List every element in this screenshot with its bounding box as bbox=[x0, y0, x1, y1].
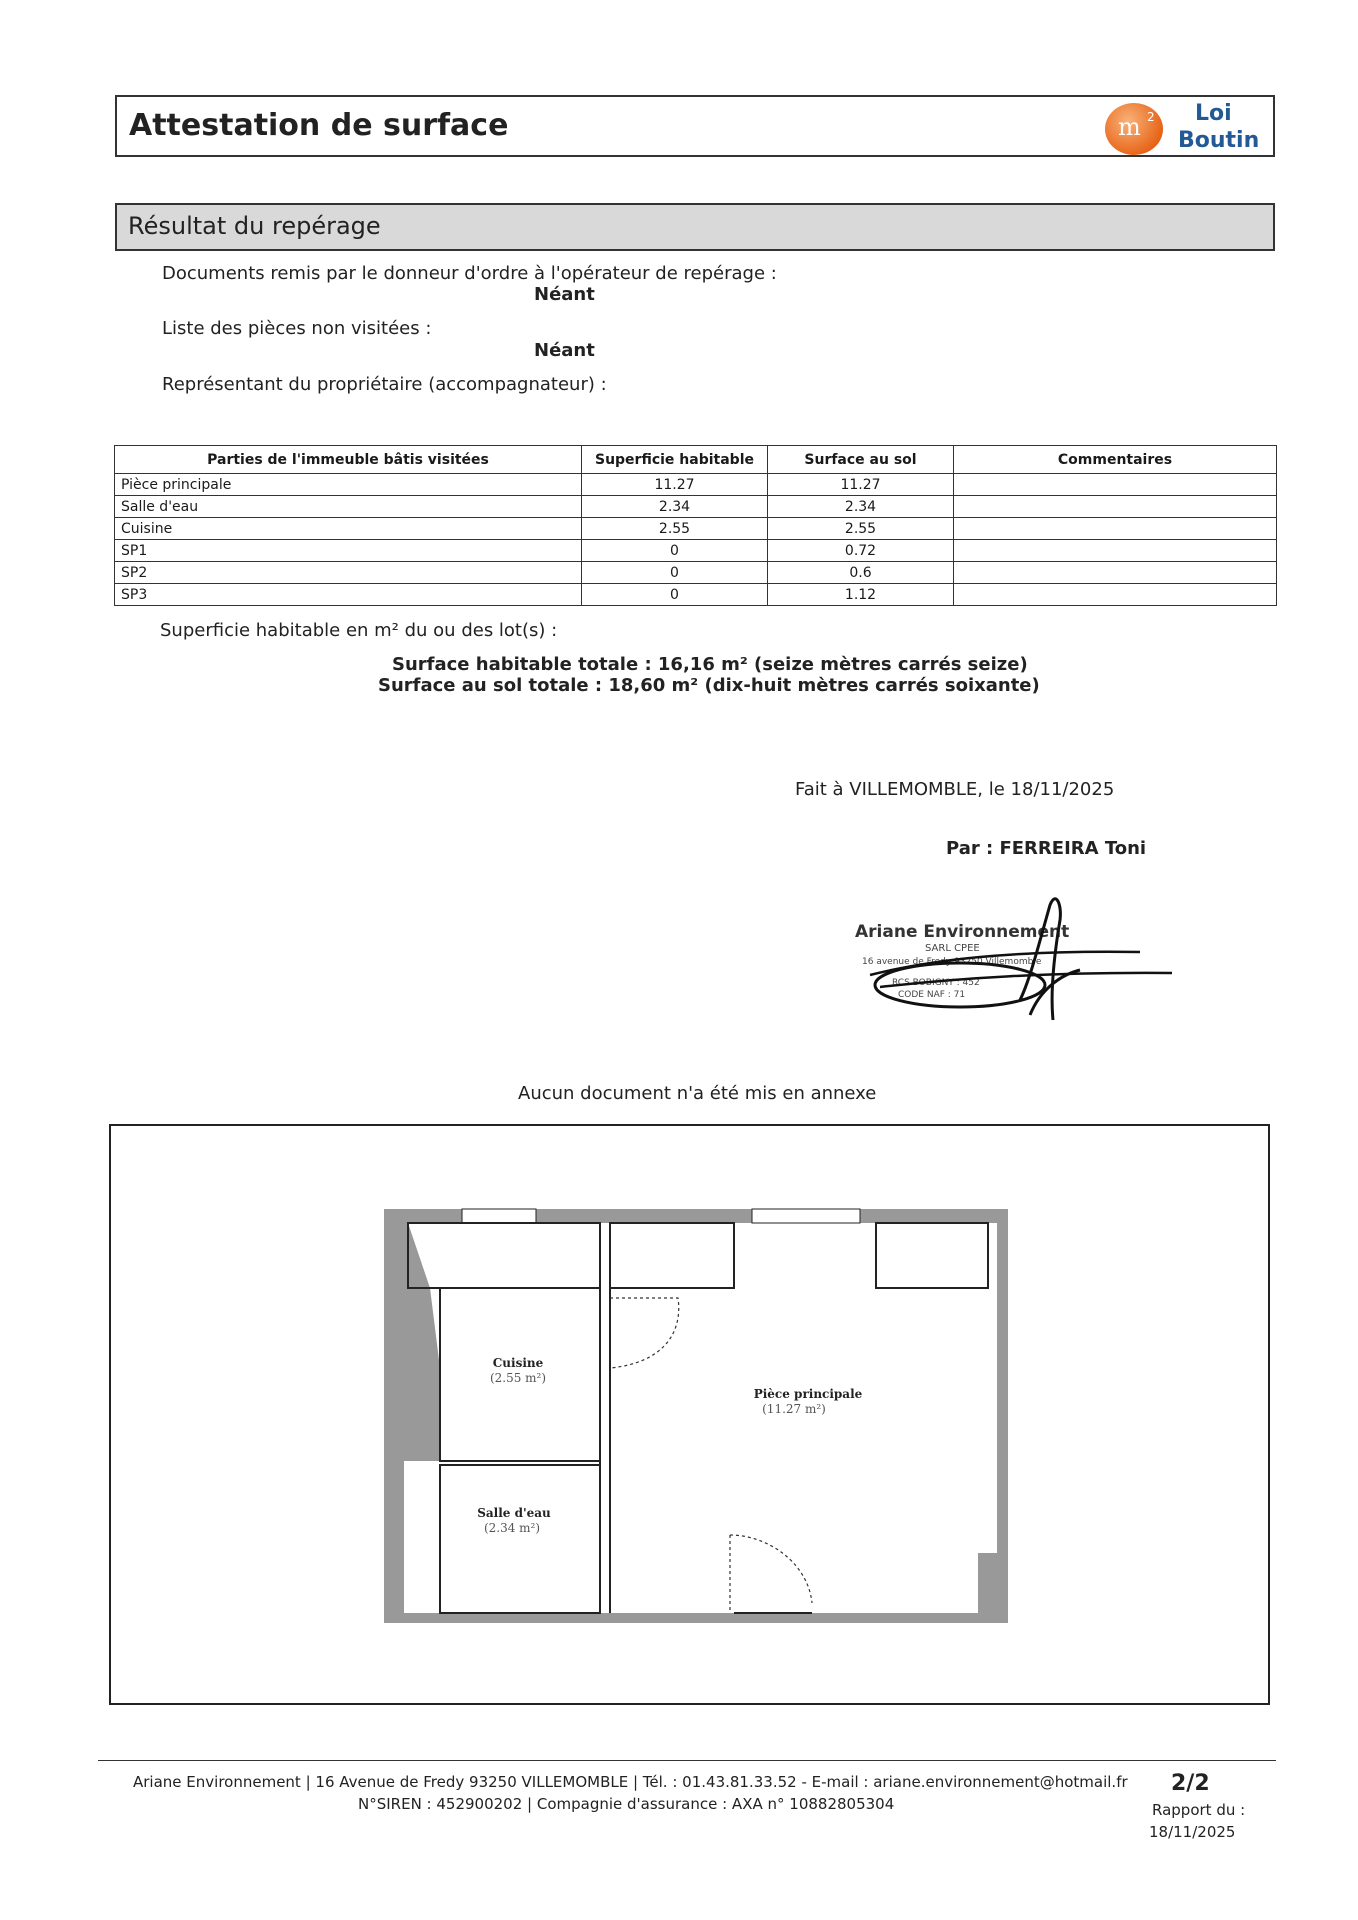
stamp-line-1: SARL CPEE bbox=[925, 943, 980, 954]
documents-label: Documents remis par le donneur d'ordre à l'opérateur de repérage : bbox=[162, 263, 777, 284]
col-header-room: Parties de l'immeuble bâtis visitées bbox=[115, 446, 582, 474]
totals-label: Superficie habitable en m² du ou des lot(s) : bbox=[160, 620, 558, 641]
room-comment bbox=[954, 518, 1277, 540]
report-label: Rapport du : bbox=[1152, 1801, 1246, 1819]
room-comment bbox=[954, 584, 1277, 606]
footer-siren: N°SIREN : 452900202 | Compagnie d'assurance : AXA n° 10882805304 bbox=[358, 1795, 895, 1813]
total-habitable: Surface habitable totale : 16,16 m² (seize mètres carrés seize) bbox=[392, 654, 1028, 675]
logo-badge-sup: 2 bbox=[1147, 110, 1155, 124]
floor-plan bbox=[108, 1123, 1272, 1706]
representative-label: Représentant du propriétaire (accompagnateur) : bbox=[162, 374, 607, 395]
stamp-company: Ariane Environnement bbox=[855, 922, 1070, 942]
room-habitable: 0 bbox=[582, 540, 768, 562]
room-comment bbox=[954, 496, 1277, 518]
room-name: Salle d'eau bbox=[115, 496, 582, 518]
room-name: SP2 bbox=[115, 562, 582, 584]
cuisine-label: Cuisine bbox=[492, 1356, 544, 1370]
room-sol: 2.34 bbox=[768, 496, 954, 518]
room-sol: 1.12 bbox=[768, 584, 954, 606]
handwritten-signature bbox=[850, 880, 1180, 1050]
room-comment bbox=[954, 562, 1277, 584]
logo-text-loi: Loi bbox=[1195, 101, 1232, 126]
footer-rule bbox=[98, 1760, 1276, 1761]
room-name: Cuisine bbox=[115, 518, 582, 540]
room-habitable: 2.34 bbox=[582, 496, 768, 518]
document-title: Attestation de surface bbox=[129, 108, 509, 143]
piece-label: Pièce principale bbox=[753, 1387, 863, 1401]
col-header-habitable: Superficie habitable bbox=[582, 446, 768, 474]
room-name: SP3 bbox=[115, 584, 582, 606]
room-sol: 2.55 bbox=[768, 518, 954, 540]
signed-by: Par : FERREIRA Toni bbox=[946, 838, 1147, 859]
col-header-sol: Surface au sol bbox=[768, 446, 954, 474]
table-row bbox=[115, 540, 1277, 562]
page-number: 2/2 bbox=[1171, 1771, 1210, 1796]
documents-value: Néant bbox=[534, 284, 595, 305]
logo-badge-text: m bbox=[1118, 113, 1141, 141]
non-visited-label: Liste des pièces non visitées : bbox=[162, 318, 432, 339]
table-row bbox=[115, 584, 1277, 606]
place-date: Fait à VILLEMOMBLE, le 18/11/2025 bbox=[795, 779, 1115, 800]
logo-text-boutin: Boutin bbox=[1178, 128, 1260, 153]
table-row bbox=[115, 518, 1277, 540]
salle-label: Salle d'eau bbox=[477, 1506, 551, 1520]
salle-area: (2.34 m²) bbox=[483, 1521, 541, 1535]
room-habitable: 2.55 bbox=[582, 518, 768, 540]
table-row bbox=[115, 474, 1277, 496]
rooms-table bbox=[114, 445, 1277, 606]
report-date: 18/11/2025 bbox=[1149, 1823, 1236, 1841]
total-sol: Surface au sol totale : 18,60 m² (dix-huit mètres carrés soixante) bbox=[378, 675, 1040, 696]
footer-address: Ariane Environnement | 16 Avenue de Fredy 93250 VILLEMOMBLE | Tél. : 01.43.81.33.52 - E-mail : ariane.environnement@hotmail.fr bbox=[133, 1773, 1128, 1791]
room-habitable: 0 bbox=[582, 584, 768, 606]
non-visited-value: Néant bbox=[534, 340, 595, 361]
section-title: Résultat du repérage bbox=[128, 212, 381, 240]
table-row bbox=[115, 496, 1277, 518]
room-sol: 0.72 bbox=[768, 540, 954, 562]
room-comment bbox=[954, 474, 1277, 496]
room-name: Pièce principale bbox=[115, 474, 582, 496]
room-sol: 11.27 bbox=[768, 474, 954, 496]
table-header-row bbox=[115, 446, 1277, 474]
table-row bbox=[115, 562, 1277, 584]
cuisine-area: (2.55 m²) bbox=[489, 1371, 547, 1385]
stamp-line-2: 16 avenue de Fredy 93250 Villemomble bbox=[862, 957, 1042, 967]
stamp-line-4: CODE NAF : 71 bbox=[898, 990, 966, 1000]
room-name: SP1 bbox=[115, 540, 582, 562]
room-comment bbox=[954, 540, 1277, 562]
room-sol: 0.6 bbox=[768, 562, 954, 584]
stamp-line-3: RCS BOBIGNY : 452 bbox=[892, 978, 980, 988]
col-header-comments: Commentaires bbox=[954, 446, 1277, 474]
room-habitable: 0 bbox=[582, 562, 768, 584]
annex-note: Aucun document n'a été mis en annexe bbox=[518, 1083, 877, 1104]
room-habitable: 11.27 bbox=[582, 474, 768, 496]
piece-area: (11.27 m²) bbox=[762, 1402, 826, 1416]
